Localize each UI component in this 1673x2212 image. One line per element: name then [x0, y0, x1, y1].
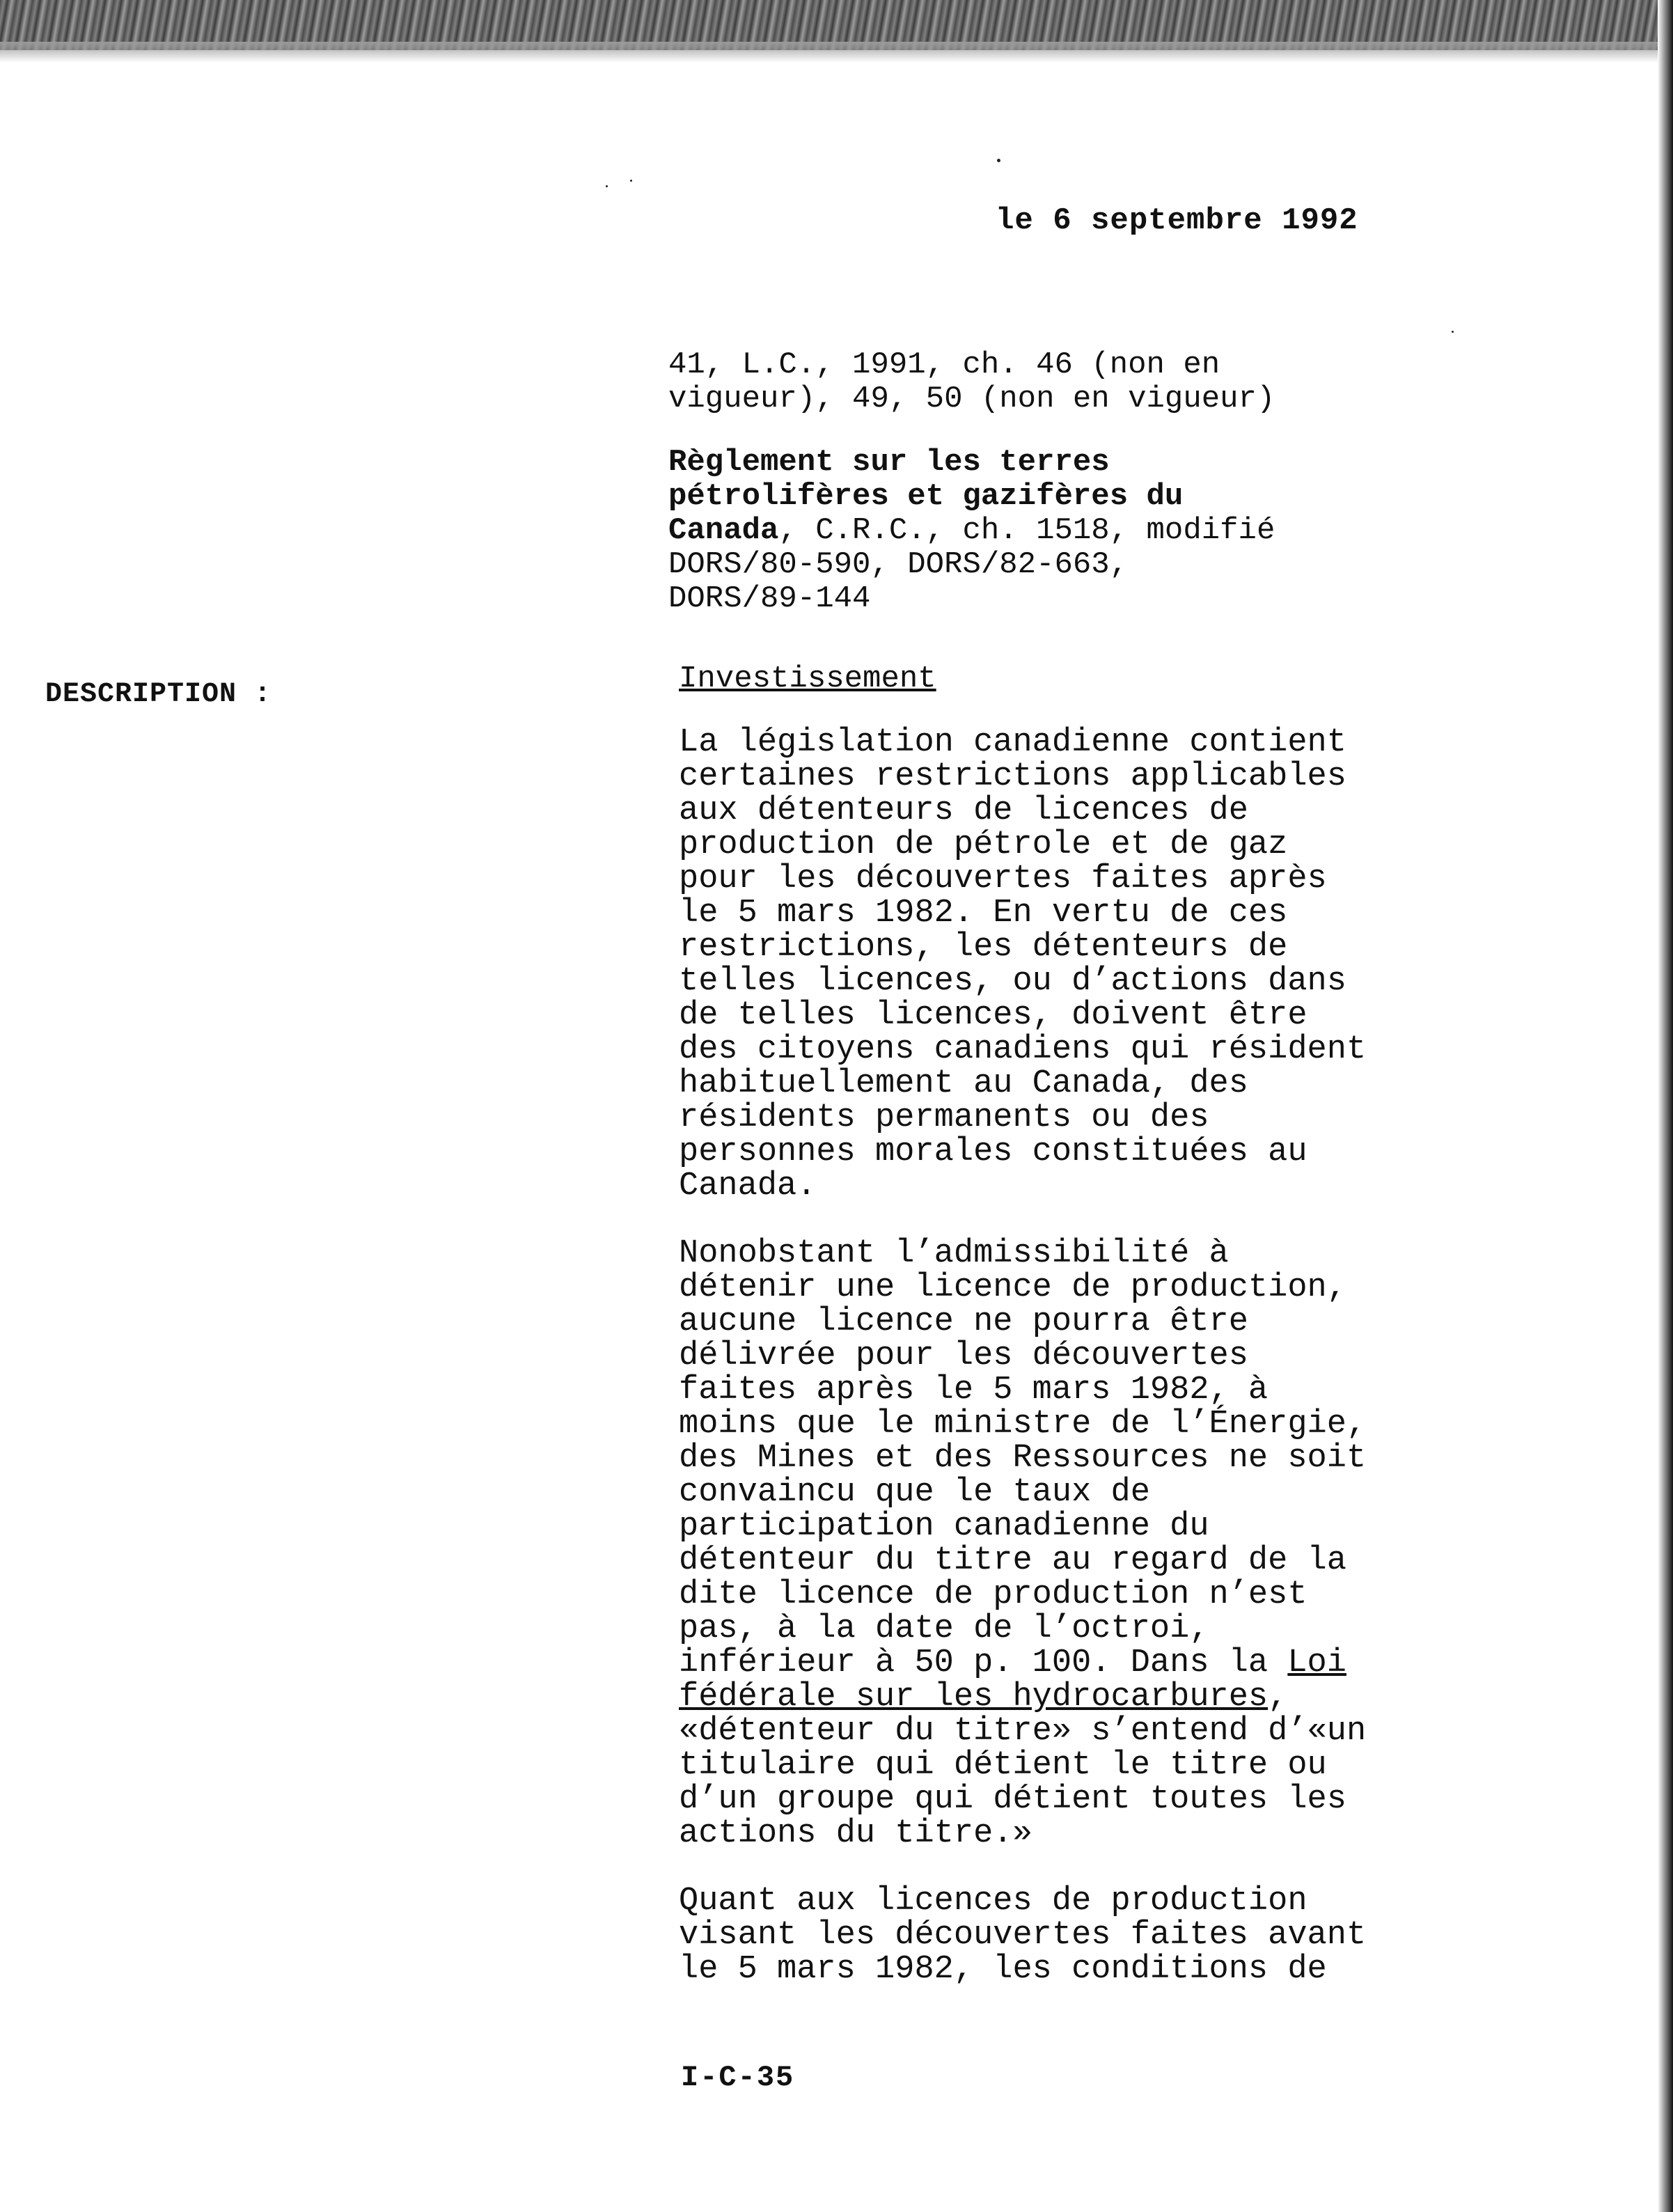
paragraph-line: telles licences, ou d’actions dans — [679, 963, 1346, 1000]
paragraph-line: aux détenteurs de licences de — [679, 792, 1248, 829]
paragraph-line: restrictions, les détenteurs de — [679, 929, 1288, 966]
paragraph-line: aucune licence ne pourra être — [679, 1303, 1248, 1340]
description-body — [679, 661, 1459, 2020]
paragraph-line: d’un groupe qui détient toutes les — [679, 1781, 1346, 1818]
paragraph-line: détenteur du titre au regard de la — [679, 1542, 1346, 1579]
paragraph-line: personnes morales constituées au — [679, 1134, 1307, 1170]
paragraph-line: des Mines et des Ressources ne soit — [679, 1440, 1367, 1477]
paragraph-line: détenir une licence de production, — [679, 1269, 1346, 1306]
paragraph-line: Nonobstant l’admissibilité à — [679, 1235, 1229, 1272]
paragraph-line-with-law — [679, 1680, 1459, 1714]
paragraph-2 — [679, 1237, 1459, 1851]
paragraph-line: Canada. — [679, 1168, 817, 1205]
scan-speck — [606, 185, 608, 187]
paragraph-line: faites après le 5 mars 1982, à — [679, 1372, 1269, 1409]
statute-reference — [668, 348, 1448, 416]
paragraph-line: titulaire qui détient le titre ou — [679, 1747, 1327, 1784]
statute-line: 41, L.C., 1991, ch. 46 (non en — [668, 347, 1220, 382]
paragraph-line: «détenteur du titre» s’entend d’«un — [679, 1713, 1367, 1750]
paragraph-line-with-law — [679, 1646, 1459, 1680]
paragraph-1 — [679, 725, 1459, 1203]
paragraph-text: inférieur à 50 p. 100. Dans la — [679, 1645, 1288, 1681]
paragraph-line: certaines restrictions applicables — [679, 758, 1346, 795]
statute-line: vigueur), 49, 50 (non en vigueur) — [668, 382, 1275, 416]
scan-artifact-fade — [0, 42, 1673, 63]
page-number: I-C-35 — [681, 2061, 795, 2094]
regulation-title-line: Règlement sur les terres — [668, 445, 1110, 480]
paragraph-line: pas, à la date de l’octroi, — [679, 1610, 1209, 1647]
paragraph-line: visant les découvertes faites avant — [679, 1917, 1367, 1954]
scan-speck — [997, 159, 1000, 162]
paragraph-line: moins que le ministre de l’Énergie, — [679, 1406, 1367, 1443]
paragraph-line: le 5 mars 1982. En vertu de ces — [679, 895, 1288, 932]
document-date: le 6 septembre 1992 — [996, 203, 1358, 238]
regulation-title-line: Canada — [668, 513, 779, 548]
description-label: DESCRIPTION : — [45, 679, 272, 710]
regulation-detail-line: , C.R.C., ch. 1518, modifié — [778, 513, 1275, 548]
paragraph-line: dite licence de production n’est — [679, 1576, 1307, 1613]
paragraph-line: habituellement au Canada, des — [679, 1065, 1248, 1102]
law-title: fédérale sur les hydrocarbures — [679, 1679, 1269, 1716]
paragraph-line: participation canadienne du — [679, 1508, 1209, 1545]
regulation-detail-line: DORS/80-590, DORS/82-663, — [668, 547, 1129, 582]
scan-speck — [1452, 331, 1454, 333]
paragraph-line: délivrée pour les découvertes — [679, 1338, 1248, 1374]
paragraph-line: de telles licences, doivent être — [679, 997, 1307, 1034]
paragraph-line: La législation canadienne contient — [679, 724, 1346, 761]
paragraph-line: Quant aux licences de production — [679, 1883, 1307, 1920]
paragraph-3 — [679, 1884, 1459, 1986]
scan-artifact-right-edge — [1658, 0, 1673, 2212]
paragraph-text: , — [1268, 1679, 1288, 1716]
paragraph-line: production de pétrole et de gaz — [679, 826, 1288, 863]
paragraph-line: résidents permanents ou des — [679, 1099, 1209, 1136]
regulation-reference — [668, 446, 1448, 616]
paragraph-line: des citoyens canadiens qui résident — [679, 1031, 1367, 1068]
paragraph-line: convaincu que le taux de — [679, 1474, 1150, 1511]
scan-speck — [630, 180, 632, 182]
section-heading: Investissement — [679, 661, 936, 696]
paragraph-line: pour les découvertes faites après — [679, 861, 1327, 897]
regulation-detail-line: DORS/89-144 — [668, 581, 871, 616]
law-title: Loi — [1287, 1645, 1346, 1681]
paragraph-line: actions du titre.» — [679, 1815, 1032, 1852]
paragraph-line: le 5 mars 1982, les conditions de — [679, 1951, 1327, 1988]
legal-references — [668, 348, 1448, 645]
regulation-title-line: pétrolifères et gazifères du — [668, 479, 1184, 514]
